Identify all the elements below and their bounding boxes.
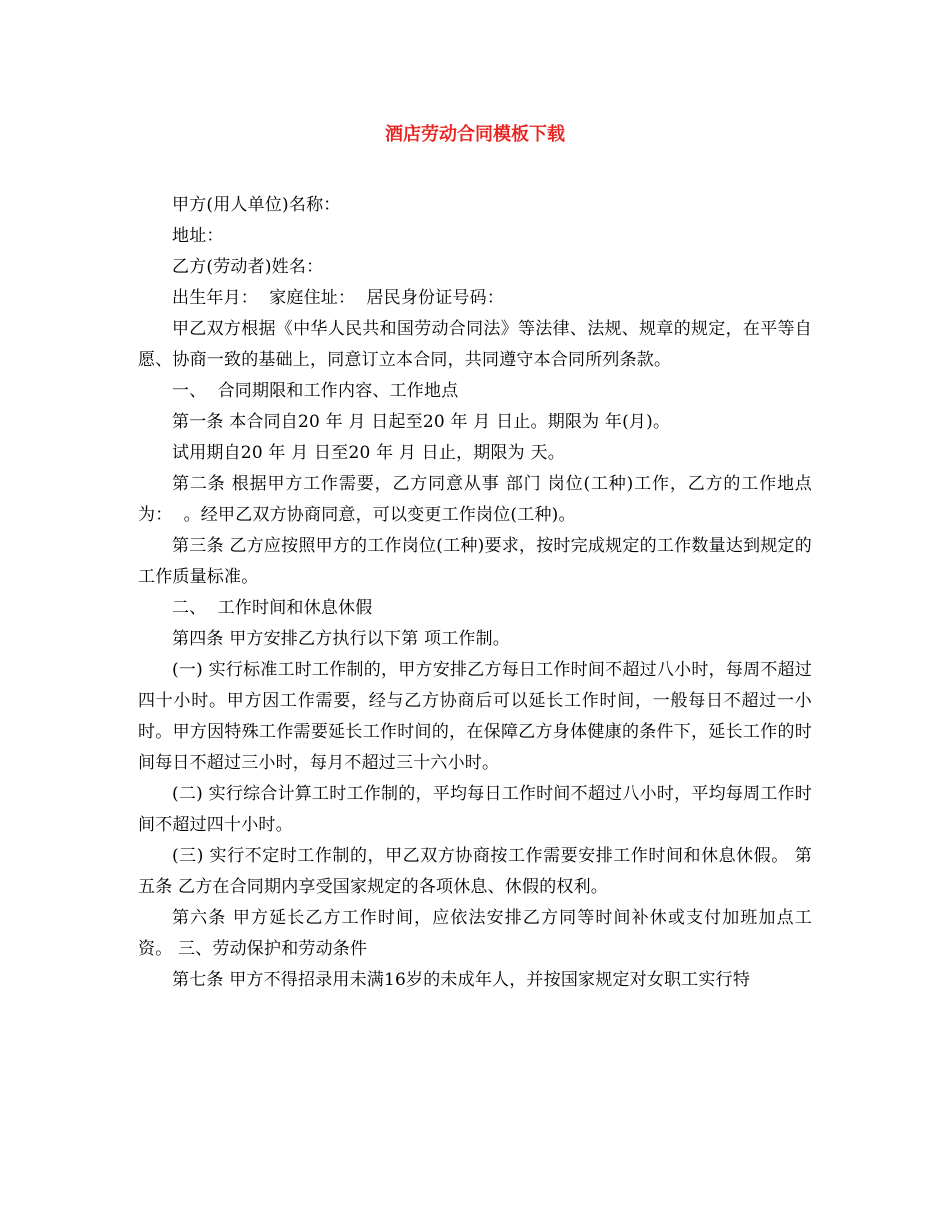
section-heading-1: 一、 合同期限和工作内容、工作地点: [172, 381, 459, 401]
paragraph-preamble: 甲乙双方根据《中华人民共和国劳动合同法》等法律、法规、规章的规定，在平等自愿、协商一致的基础上，同意订立本合同，共同遵守本合同所列条款。: [138, 319, 812, 370]
clause-standard-hours: (一) 实行标准工时工作制的，甲方安排乙方每日工作时间不超过八小时，每周不超过四十小时。甲方因工作需要，经与乙方协商后可以延长工作时间，一般每日不超过一小时。甲方因特殊工作需要延长工作时间的，在保障乙方身体健康的条件下，延长工作的时间每日不超过三小时，每月不超过三十六小时。: [138, 660, 812, 773]
paragraph-birth-home-id: 出生年月： 家庭住址： 居民身份证号码：: [172, 288, 505, 308]
document-body: [138, 190, 812, 996]
article-7: 第七条 甲方不得招录用未满16岁的未成年人，并按国家规定对女职工实行特: [172, 970, 751, 990]
clause-flexible-hours: (三) 实行不定时工作制的，甲乙双方协商按工作需要安排工作时间和休息休假。 第五条 乙方在合同期内享受国家规定的各项休息、休假的权利。: [138, 846, 812, 897]
article-3: 第三条 乙方应按照甲方的工作岗位(工种)要求，按时完成规定的工作数量达到规定的工作质量标准。: [138, 536, 812, 587]
paragraph-party-a-name: 甲方(用人单位)名称：: [172, 195, 341, 215]
section-heading-2: 二、 工作时间和休息休假: [172, 598, 373, 618]
paragraph-party-b-name: 乙方(劳动者)姓名：: [172, 257, 324, 277]
article-2: 第二条 根据甲方工作需要，乙方同意从事 部门 岗位(工种)工作，乙方的工作地点为： 。经甲乙双方协商同意，可以变更工作岗位(工种)。: [138, 474, 812, 525]
clause-comprehensive-hours: (二) 实行综合计算工时工作制的，平均每日工作时间不超过八小时，平均每周工作时间不超过四十小时。: [138, 784, 812, 835]
probation-period: 试用期自20 年 月 日至20 年 月 日止，期限为 天。: [172, 443, 565, 463]
document-title: 酒店劳动合同模板下载: [385, 124, 565, 145]
article-4: 第四条 甲方安排乙方执行以下第 项工作制。: [172, 629, 511, 649]
paragraph-address: 地址：: [172, 226, 224, 246]
article-6: 第六条 甲方延长乙方工作时间，应依法安排乙方同等时间补休或支付加班加点工资。 三、劳动保护和劳动条件: [138, 908, 812, 959]
article-1: 第一条 本合同自20 年 月 日起至20 年 月 日止。期限为 年(月)。: [172, 412, 671, 432]
